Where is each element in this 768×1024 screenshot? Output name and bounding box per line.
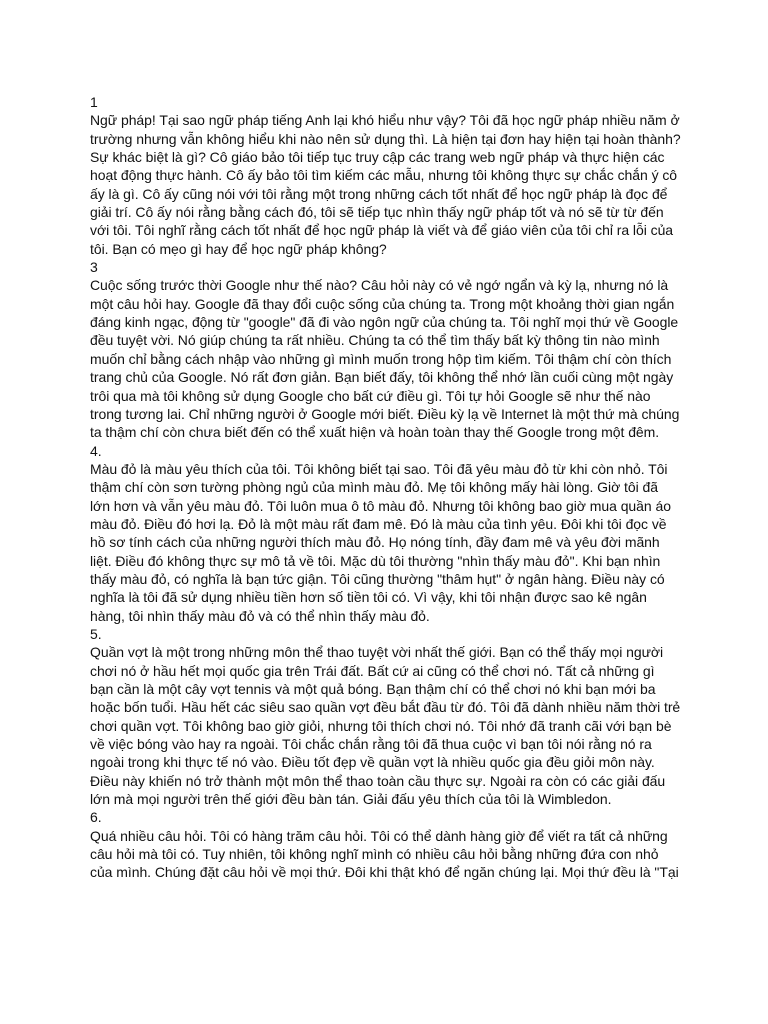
section-paragraph-4: Màu đỏ là màu yêu thích của tôi. Tôi không biết tại sao. Tôi đã yêu màu đỏ từ khi còn nhỏ. Tôi thậm chí còn sơn tường phòng ngủ của mình màu đỏ. Mẹ tôi không mấy hài lòng. Giờ tôi đã lớn hơn và vẫn yêu màu đỏ. Tôi luôn mua ô tô màu đỏ. Nhưng tôi không bao giờ mua quần áo màu đỏ. Điều đó hơi lạ. Đỏ là một màu rất đam mê. Đó là màu của tình yêu. Đôi khi tôi đọc về hồ sơ tính cách của những người thích màu đỏ. Họ nóng tính, đầy đam mê và yêu đời mãnh liệt. Điều đó không thực sự mô tả về tôi. Mặc dù tôi thường "nhìn thấy màu đỏ". Khi bạn nhìn thấy màu đỏ, có nghĩa là bạn tức giận. Tôi cũng thường "thâm hụt" ở ngân hàng. Điều này có nghĩa là tôi đã sử dụng nhiều tiền hơn số tiền tôi có. Vì vậy, khi tôi nhận được sao kê ngân hàng, tôi nhìn thấy màu đỏ và có thể nhìn thấy màu đỏ.	[90, 460, 671, 624]
section-number-4: 4.	[90, 442, 102, 459]
section-paragraph-3: Cuộc sống trước thời Google như thế nào? Câu hỏi này có vẻ ngớ ngẩn và kỳ lạ, nhưng nó là một câu hỏi hay. Google đã thay đổi cuộc sống của chúng ta. Trong một khoảng thời gian ngắn đáng kinh ngạc, động từ "google" đã đi vào ngôn ngữ của chúng ta. Tôi nghĩ mọi thứ về Google đều tuyệt vời. Nó giúp chúng ta rất nhiều. Chúng ta có thể tìm thấy bất kỳ thông tin nào mình muốn chỉ bằng cách nhập vào những gì mình muốn trong hộp tìm kiếm. Tôi thậm chí còn thích trang chủ của Google. Nó rất đơn giản. Bạn biết đấy, tôi không thể nhớ lần cuối cùng một ngày trôi qua mà tôi không sử dụng Google cho bất cứ điều gì. Tôi tự hỏi Google sẽ như thế nào trong tương lai. Chỉ những người ở Google mới biết. Điều kỳ lạ về Internet là một thứ mà chúng ta thậm chí còn chưa biết đến có thể xuất hiện và hoàn toàn thay thế Google trong một đêm.	[90, 277, 680, 441]
section-paragraph-6: Quá nhiều câu hỏi. Tôi có hàng trăm câu hỏi. Tôi có thể dành hàng giờ để viết ra tất cả những câu hỏi mà tôi có. Tuy nhiên, tôi không nghĩ mình có nhiều câu hỏi bằng những đứa con nhỏ của mình. Chúng đặt câu hỏi về mọi thứ. Đôi khi thật khó để ngăn chúng lại. Mọi thứ đều là "Tại	[90, 827, 679, 881]
section-paragraph-5: Quần vợt là một trong những môn thể thao tuyệt vời nhất thế giới. Bạn có thể thấy mọi người chơi nó ở hầu hết mọi quốc gia trên Trái đất. Bất cứ ai cũng có thể chơi nó. Tất cả những gì bạn cần là một cây vợt tennis và một quả bóng. Bạn thậm chí có thể chơi nó khi bạn mới ba hoặc bốn tuổi. Hầu hết các siêu sao quần vợt đều bắt đầu từ đó. Tôi đã dành nhiều năm thời trẻ chơi quần vợt. Tôi không bao giờ giỏi, nhưng tôi thích chơi nó. Tôi nhớ đã tranh cãi với bạn bè về việc bóng vào hay ra ngoài. Tôi chắc chắn rằng tôi đã thua cuộc vì bạn tôi nói rằng nó ra ngoài trong khi thực tế nó vào. Điều tốt đẹp về quần vợt là nhiều quốc gia đều giỏi môn này. Điều này khiến nó trở thành một môn thể thao toàn cầu thực sự. Ngoài ra còn có các giải đấu lớn mà mọi người trên thế giới đều bàn tán. Giải đấu yêu thích của tôi là Wimbledon.	[90, 644, 681, 808]
section-paragraph-1: Ngữ pháp! Tại sao ngữ pháp tiếng Anh lại khó hiểu như vậy? Tôi đã học ngữ pháp nhiều năm ở trường nhưng vẫn không hiểu khi nào nên sử dụng thì. Là hiện tại đơn hay hiện tại hoàn thành? Sự khác biệt là gì? Cô giáo bảo tôi tiếp tục truy cập các trang web ngữ pháp và thực hiện các hoạt động thực hành. Cô ấy bảo tôi tìm kiếm các mẫu, nhưng tôi không thực sự chắc chắn ý cô ấy là gì. Cô ấy cũng nói với tôi rằng một trong những cách tốt nhất để học ngữ pháp là đọc để giải trí. Cô ấy nói rằng bằng cách đó, tôi sẽ tiếp tục nhìn thấy ngữ pháp tốt và nó sẽ từ từ đến với tôi. Tôi nghĩ rằng cách tốt nhất để học ngữ pháp là viết và để giáo viên của tôi chỉ ra lỗi của tôi. Bạn có mẹo gì hay để học ngữ pháp không?	[90, 112, 681, 257]
document-body	[90, 93, 686, 882]
section-number-6: 6.	[90, 809, 102, 826]
section-number-5: 5.	[90, 625, 102, 642]
section-number-1: 1	[90, 94, 98, 110]
section-number-3: 3	[90, 259, 98, 276]
